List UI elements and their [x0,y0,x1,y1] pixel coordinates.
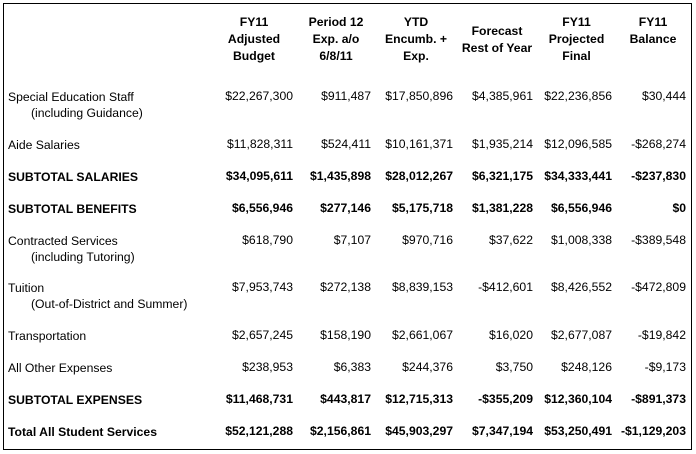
row-label [4,386,211,418]
table-cell: $2,156,861 [310,424,371,438]
table-cell: -$237,830 [631,169,686,183]
column-header: FY11 Balance [629,15,677,46]
row-label [4,195,211,227]
table-cell: $52,121,288 [225,424,293,438]
table-cell: $524,411 [321,137,371,151]
table-cell: $244,376 [402,360,453,374]
table-cell: $17,850,896 [385,89,453,103]
header-row [4,10,690,83]
row-label [4,83,211,131]
table-row [4,354,690,386]
table-cell: $238,953 [242,360,293,374]
table-cell: $8,426,552 [551,280,612,294]
table-cell: $45,903,297 [385,424,453,438]
table-cell: -$268,274 [631,137,686,151]
row-label [4,418,211,450]
row-label [4,274,211,322]
table-cell: $34,333,441 [544,169,612,183]
row-label-text: Contracted Services [8,234,118,248]
row-label-text: Total All Student Services [8,425,157,439]
table-cell: $7,347,194 [472,424,533,438]
row-label-text: SUBTOTAL SALARIES [8,170,139,184]
table-cell: $53,250,491 [544,424,612,438]
row-sublabel: (including Tutoring) [31,250,135,264]
table-cell: $5,175,718 [392,201,453,215]
table-cell: -$19,842 [637,328,686,342]
table-cell: $618,790 [242,233,293,247]
table-cell: $30,444 [641,89,686,103]
column-header: FY11 Projected Final [548,15,605,63]
table-cell: $22,236,856 [544,89,612,103]
row-label-text: All Other Expenses [8,361,113,375]
table-cell: $1,935,214 [472,137,533,151]
row-label-text: Tuition [8,281,45,295]
table-cell: $10,161,371 [385,137,453,151]
table-cell: $37,622 [488,233,533,247]
row-label-text: Transportation [8,329,87,343]
budget-table [4,10,690,450]
table-row [4,195,690,227]
table-cell: -$389,548 [631,233,686,247]
row-sublabel: (Out-of-District and Summer) [31,297,188,311]
table-cell: $4,385,961 [472,89,533,103]
table-cell: $16,020 [488,328,533,342]
table-cell: $6,556,946 [551,201,612,215]
table-row [4,83,690,131]
table-cell: $22,267,300 [225,89,293,103]
row-label [4,163,211,195]
row-label-text: Special Education Staff [8,90,134,104]
table-cell: $6,321,175 [472,169,533,183]
table-cell: $1,435,898 [310,169,371,183]
row-label-text: SUBTOTAL EXPENSES [8,393,143,407]
column-header: YTD Encumb. + Exp. [385,15,447,63]
table-cell: $2,657,245 [232,328,293,342]
table-cell: $1,381,228 [472,201,533,215]
table-cell: $8,839,153 [392,280,453,294]
row-label [4,354,211,386]
table-cell: $12,360,104 [544,392,612,406]
table-cell: $970,716 [402,233,453,247]
table-cell: $0 [672,201,686,215]
table-cell: $11,468,731 [225,392,293,406]
table-cell: -$472,809 [631,280,686,294]
row-sublabel: (including Guidance) [31,106,143,120]
table-cell: $12,096,585 [544,137,612,151]
table-cell: $6,556,946 [232,201,293,215]
table-cell: $2,677,087 [551,328,612,342]
row-label-header [4,10,211,83]
table-row [4,274,690,322]
table-row [4,131,690,163]
table-cell: $272,138 [320,280,371,294]
table-cell: $1,008,338 [551,233,612,247]
table-cell: $443,817 [320,392,371,406]
table-row [4,418,690,450]
table-row [4,163,690,195]
table-cell: $34,095,611 [225,169,293,183]
table-cell: $3,750 [495,360,533,374]
table-cell: -$1,129,203 [620,424,686,438]
column-header: FY11 Adjusted Budget [227,15,281,63]
table-cell: $2,661,067 [392,328,453,342]
table-cell: $248,126 [561,360,612,374]
table-cell: $6,383 [333,360,371,374]
table-cell: $7,107 [333,233,371,247]
row-label-text: SUBTOTAL BENEFITS [8,202,137,216]
table-cell: -$891,373 [631,392,686,406]
table-cell: $911,487 [321,89,371,103]
column-header: Period 12 Exp. a/o 6/8/11 [308,15,364,63]
table-cell: $158,190 [320,328,371,342]
table-cell: -$412,601 [478,280,533,294]
row-label-text: Aide Salaries [8,138,80,152]
table-cell: $7,953,743 [232,280,293,294]
table-cell: -$355,209 [478,392,533,406]
table-cell: $11,828,311 [227,137,293,151]
table-row [4,386,690,418]
table-cell: $277,146 [320,201,371,215]
row-label [4,131,211,163]
table-row [4,227,690,274]
column-header: Forecast Rest of Year [461,24,533,55]
table-cell: $12,715,313 [385,392,453,406]
row-label [4,322,211,354]
table-cell: $28,012,267 [385,169,453,183]
table-row [4,322,690,354]
table-cell: -$9,173 [644,360,686,374]
row-label [4,227,211,274]
